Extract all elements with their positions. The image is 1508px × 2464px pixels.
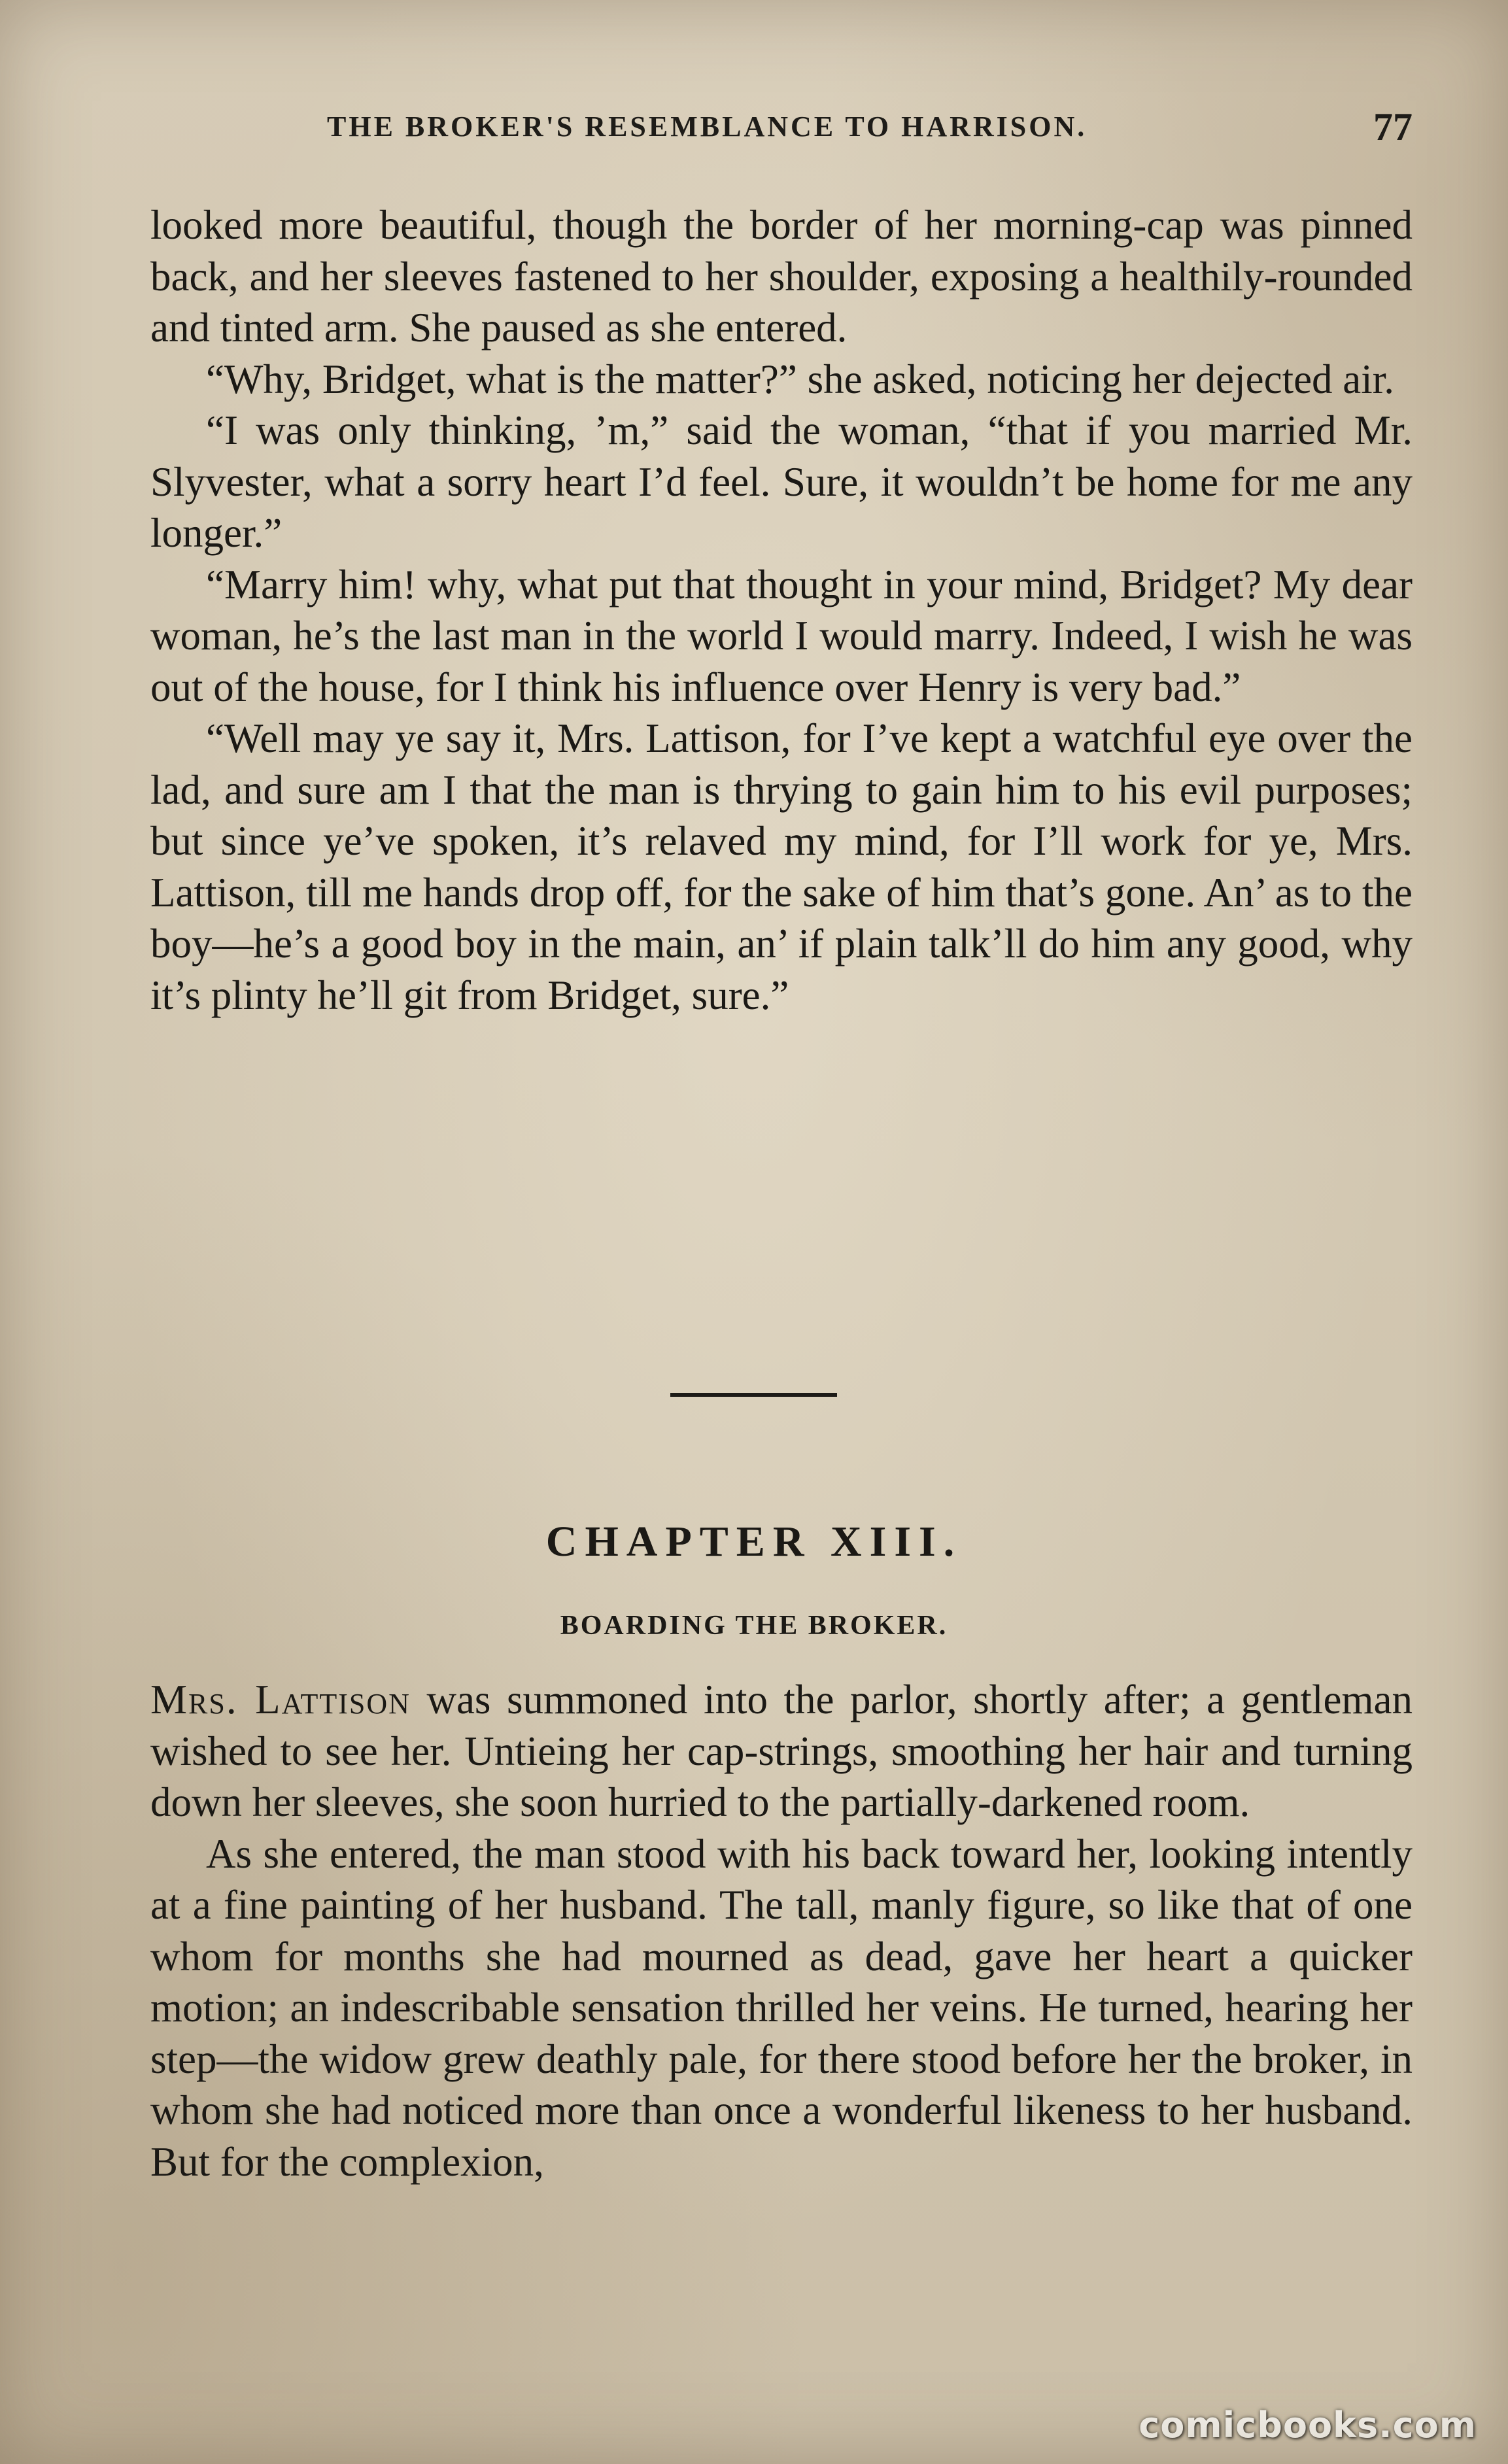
chapter-text-block [150,1674,1413,2187]
page-number: 77 [1373,105,1413,148]
section-divider [670,1393,837,1397]
paragraph: “I was only thinking, ’m,” said the woman, “that if you married Mr. Slyvester, what a sorry heart I’d feel. Sure, it wouldn’t be home for me any longer.” [150,407,1413,556]
paragraph: “Marry him! why, what put that thought in your mind, Bridget? My dear woman, he’s the last man in the world I would marry. Indeed, I wish he was out of the house, for I think his influence over Henry is very bad.” [150,561,1413,710]
paragraph-text: was summoned into the parlor, shortly after; a gentleman wished to see her. Untieing her cap-strings, smoothing her hair and turning down her sleeves, she soon hurried to the partially-darkened room. [150,1677,1413,1825]
chapter-title: CHAPTER XIII. [545,1518,963,1566]
paragraph: “Why, Bridget, what is the matter?” she asked, noticing her dejected air. [206,356,1395,402]
paragraph: As she entered, the man stood with his back toward her, looking intently at a fine painting of her husband. The tall, manly figure, so like that of one whom for months she had mourned as dead, gave her heart a quicker motion; an indescribable sensation thrilled her veins. He turned, hearing her step—the widow grew deathly pale, for there stood before her the broker, in whom she had noticed more than once a wonderful likeness to her husband. But for the complexion, [150,1830,1413,2185]
chapter-subtitle: BOARDING THE BROKER. [560,1611,948,1641]
watermark: comicbooks.com [1139,2404,1477,2446]
chapter-first-paragraph [150,1674,1413,1828]
lead-name: Mrs. Lattison [150,1677,411,1722]
continued-text-block [150,199,1413,1021]
paragraph: looked more beautiful, though the border of her morning-cap was pinned back, and her sleeves fastened to her shoulder, exposing a healthily-rounded and tinted arm. She paused as she entered. [150,202,1413,351]
paragraph: “Well may ye say it, Mrs. Lattison, for I’ve kept a watchful eye over the lad, and sure am I that the man is thrying to gain him to his evil purposes; but since ye’ve spoken, it’s relaved my mind, for I’ll work for ye, Mrs. Lattison, till me hands drop off, for the sake of him that’s gone. An’ as to the boy—he’s a good boy in the main, an’ if plain talk’ll do him any good, why it’s plinty he’ll git from Bridget, sure.” [150,715,1413,1018]
running-head: THE BROKER'S RESEMBLANCE TO HARRISON. [327,111,1088,143]
